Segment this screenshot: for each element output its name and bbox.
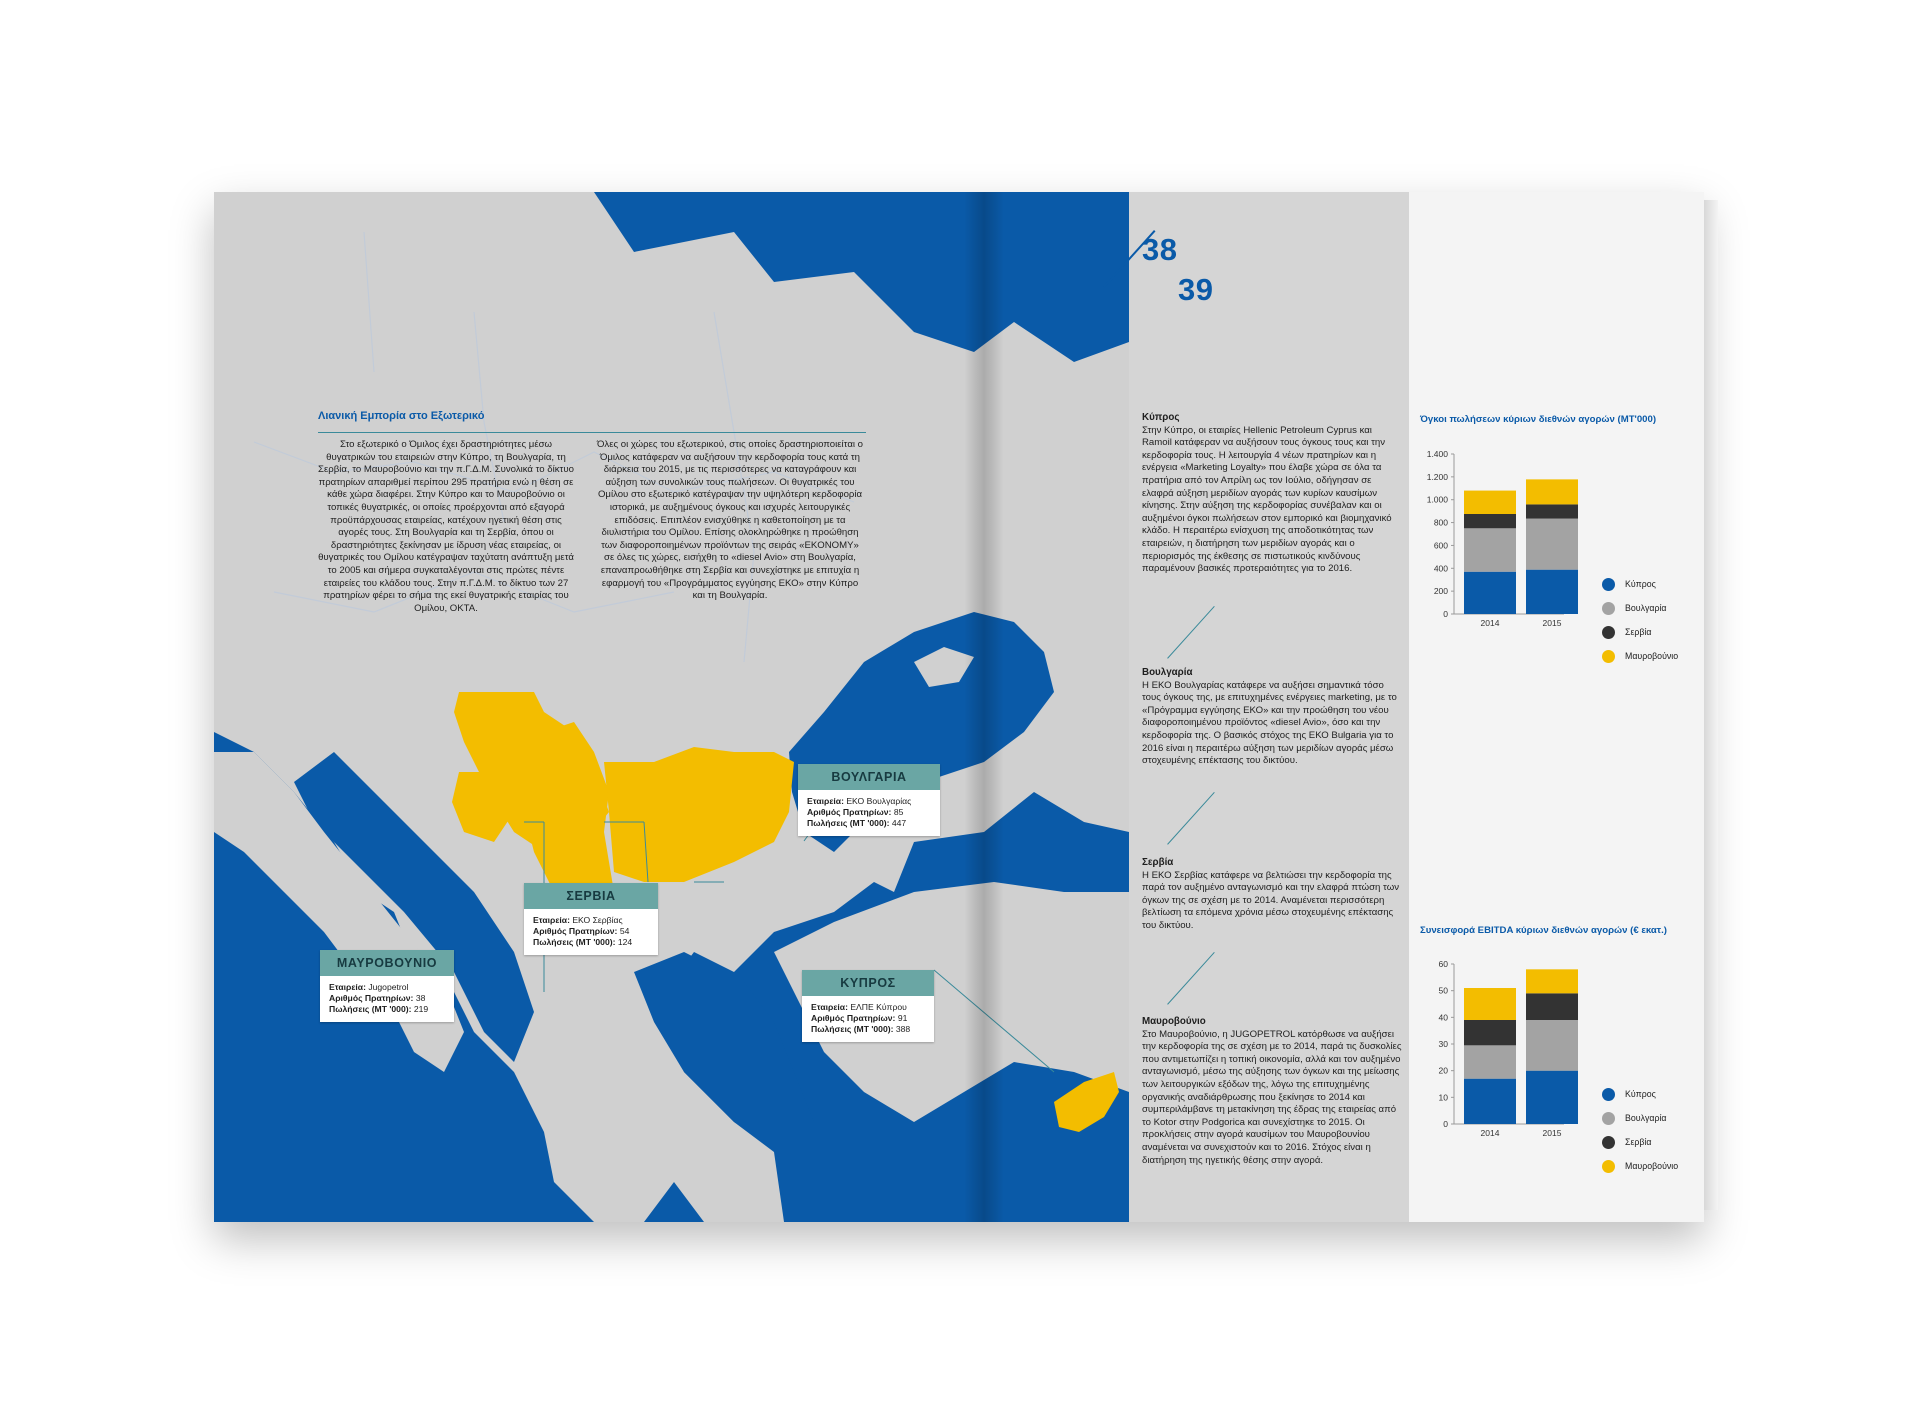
legend-label: Βουλγαρία <box>1625 1113 1667 1123</box>
intro-column-1: Στο εξωτερικό ο Όμιλος έχει δραστηριότητες μέσω θυγατρικών του εταιρειών στην Κύπρο, τη Βουλγαρία, τη Σερβία, το Μαυροβούνιο και την π.Γ.Δ.Μ. Συνολικά το δίκτυο πρατηρίων απαριθμεί περίπου 295 πρατήρια ενώ η θέση σε κάθε χώρα διαφέρει. Στην Κύπρο και το Μαυροβούνιο οι τοπικές θυγατρικές, οι οποίες προέρχονται από εξαγορά προϋπάρχουσας εταιρείας, κατέχουν ηγετική θέση στις αγορές τους. Στη Βουλγαρία και τη Σερβία, όπου οι δραστηριότητες ξεκίνησαν με ίδρυση νέας εταιρείας, οι θυγατρικές του Ομίλου κατέγραψαν ταχύτατη ανάπτυξη μετά το 2005 και σήμερα συγκαταλέγονται στις πρώτες πέντε εταιρείες του κλάδου τους. Στην π.Γ.Δ.Μ. το δίκτυο των 27 πρατηρίων φέρει το σήμα της εκεί θυγατρικής εταιρίας του Ομίλου, ΟΚΤΑ. <box>318 439 574 614</box>
x-tick-label: 2014 <box>1480 1128 1500 1138</box>
legend-label: Κύπρος <box>1625 1089 1656 1099</box>
chart-ebitda-svg <box>1414 952 1614 1172</box>
country-body: Στην Κύπρο, οι εταιρίες Hellenic Petroleum Cyprus και Ramoil κατάφεραν να αυξήσουν τους όγκους τους και την κερδοφορία τους. Η λειτουργία 4 νέων πρατηρίων και η ενέργεια «Marketing Loyalty» που έλαβε χώρα σε όλα τα πρατήρια από τον Απρίλη ως τον Ιούλιο, οδήγησαν σε ελαφρά αύξηση μεριδίων αγοράς των κυρίων καυσίμων κίνησης. Στην αύξηση της κερδοφορίας συνέβαλαν και οι αυξημένοι όγκοι πωλήσεων στον εμπορικό και βιομηχανικό κλάδο. Η περαιτέρω ενίσχυση της αποδοτικότητας των εταιρειών, η διατήρηση των μεριδίων αγοράς και ο περιορισμός της έκθεσης σε πιστωτικούς κινδύνους παραμένουν βασικές προτεραιότητες για το 2016. <box>1142 424 1392 575</box>
legend-swatch <box>1602 650 1615 663</box>
bar-segment <box>1464 988 1516 1020</box>
bar-segment <box>1464 1020 1516 1045</box>
callout-serbia <box>524 883 658 955</box>
bar-segment <box>1464 1045 1516 1078</box>
callout-title: ΒΟΥΛΓΑΡΙΑ <box>798 764 940 790</box>
company-label: Εταιρεία: <box>811 1002 848 1012</box>
chart-title-ebitda: Συνεισφορά EBITDA κύριων διεθνών αγορών (€ εκατ.) <box>1420 925 1667 936</box>
sales-label: Πωλήσεις (ΜΤ '000): <box>807 818 890 828</box>
country-body: Στο Μαυροβούνιο, η JUGOPETROL κατόρθωσε να αυξήσει την κερδοφορία της σε σχέση με το 2014, παρά τις δυσκολίες που αντιμετωπίζει η τοπική οικονομία, αλλά και τον αυξημένο ανταγωνισμό, μέσω της αύξησης των όγκων και της μείωσης των λειτουργικών εξόδων της, λόγω της επιτυχημένης οργανικής αναδιάρθρωσης που ξεκίνησε το 2014 και συμπεριλάμβανε τη μετακίνηση της έδρας της εταιρείας από το Kotor στην Podgorica και συνεχίστηκε το 2015. Οι προκλήσεις στην αγορά καυσίμων του Μαυροβουνίου αναμένεται να συνεχιστούν και το 2016. Στόχος είναι η διατήρηση της ηγετικής θέσης στην αγορά. <box>1142 1028 1402 1166</box>
bar-segment <box>1464 514 1516 528</box>
sales-value: 219 <box>413 1004 429 1014</box>
legend-swatch <box>1602 626 1615 639</box>
company-label: Εταιρεία: <box>533 915 570 925</box>
title-divider <box>318 432 866 433</box>
y-tick-label: 50 <box>1438 985 1448 996</box>
country-heading: Βουλγαρία <box>1142 667 1193 678</box>
y-tick-label: 40 <box>1438 1012 1448 1023</box>
legend-swatch <box>1602 1136 1615 1149</box>
legend-item <box>1602 596 1678 620</box>
y-tick-label: 20 <box>1438 1065 1448 1076</box>
sales-value: 388 <box>895 1024 911 1034</box>
legend-label: Βουλγαρία <box>1625 603 1667 613</box>
stations-label: Αριθμός Πρατηρίων: <box>329 993 414 1003</box>
company-label: Εταιρεία: <box>807 796 844 806</box>
legend-label: Σερβία <box>1625 627 1652 637</box>
intro-column-2: Όλες οι χώρες του εξωτερικού, στις οποίες δραστηριοποιείται ο Όμιλος κατάφεραν να αυξήσουν την κερδοφορία τους κατά τη διάρκεια του 2015, με τις περισσότερες να καταγράφουν και αύξηση των συνολικών τους πωλήσεων. Οι θυγατρικές του Ομίλου στο εξωτερικό κατέγραψαν την υψηλότερη κερδοφορία ιστορικά, με αυξημένους όγκους και ισχυρές λειτουργικές επιδόσεις. Επιπλέον ενισχύθηκε η καθετοποίηση με τα διυλιστήρια του Ομίλου. Επίσης ολοκληρώθηκε η προώθηση των διαφοροποιημένων προϊόντων της σειράς «EKONOMY» σε όλες τις χώρες, εισήχθη το «diesel Avio» στη Βουλγαρία, επαναπροωθήθηκε στη Σερβία και συνεχίστηκε με επιτυχία η εφαρμογή του «Προγράμματος εγγύησης ΕΚΟ» στην Κύπρο και τη Βουλγαρία. <box>596 439 863 602</box>
country-text-bulgaria <box>1142 667 1404 768</box>
legend-swatch <box>1602 1088 1615 1101</box>
bar-segment <box>1464 491 1516 514</box>
stations-value: 54 <box>619 926 630 936</box>
country-heading: Σερβία <box>1142 857 1174 868</box>
legend-swatch <box>1602 1160 1615 1173</box>
bar-segment <box>1464 528 1516 571</box>
x-tick-label: 2014 <box>1480 618 1500 628</box>
bar-segment <box>1526 1071 1578 1124</box>
y-tick-label: 200 <box>1433 586 1448 597</box>
stations-value: 38 <box>415 993 426 1003</box>
company-value: ΕΛΠΕ Κύπρου <box>850 1002 907 1012</box>
bar-segment <box>1464 572 1516 614</box>
country-heading: Μαυροβούνιο <box>1142 1016 1206 1027</box>
y-tick-label: 600 <box>1433 540 1448 551</box>
y-tick-label: 0 <box>1443 609 1448 619</box>
legend-item <box>1602 1106 1678 1130</box>
country-text-cyprus <box>1142 412 1404 576</box>
legend-swatch <box>1602 578 1615 591</box>
callout-title: ΣΕΡΒΙΑ <box>524 883 658 909</box>
legend-item <box>1602 1082 1678 1106</box>
callout-title: ΜΑΥΡΟΒΟΥΝΙΟ <box>320 950 454 976</box>
legend-item <box>1602 1154 1678 1178</box>
company-value: ΕΚΟ Βουλγαρίας <box>846 796 912 806</box>
stations-value: 85 <box>893 807 904 817</box>
legend-label: Σερβία <box>1625 1137 1652 1147</box>
section-title: Λιανική Εμπορία στο Εξωτερικό <box>318 410 485 422</box>
y-tick-label: 60 <box>1438 959 1448 969</box>
legend-label: Μαυροβούνιο <box>1625 651 1679 661</box>
country-body: Η ΕΚΟ Βουλγαρίας κατάφερε να αυξήσει σημαντικά τόσο τους όγκους της, με επιτυχημένες ενέργειες marketing, με το «Πρόγραμμα εγγύησης ΕΚΟ» και την προώθηση του νέου διαφοροποιημένου προϊόντος «diesel Avio», όσο και την κερδοφορία της. Ο βασικός στόχος της ΕΚΟ Bulgaria για το 2016 είναι η περαιτέρω αύξηση των μεριδίων αγοράς μέσω στοχευμένης επέκτασης του δικτύου. <box>1142 679 1397 767</box>
callout-cyprus <box>802 970 934 1042</box>
stations-label: Αριθμός Πρατηρίων: <box>807 807 892 817</box>
bar-segment <box>1526 504 1578 518</box>
page-edge <box>1704 200 1718 1210</box>
brochure-spread <box>214 192 1704 1222</box>
bar-segment <box>1526 993 1578 1020</box>
country-text-serbia <box>1142 857 1404 933</box>
y-tick-label: 10 <box>1438 1092 1448 1103</box>
y-tick-label: 400 <box>1433 563 1448 574</box>
callout-title: ΚΥΠΡΟΣ <box>802 970 934 996</box>
company-value: ΕΚΟ Σερβίας <box>572 915 623 925</box>
bar-segment <box>1464 1079 1516 1124</box>
bar-segment <box>1526 969 1578 993</box>
legend-item <box>1602 1130 1678 1154</box>
legend-ebitda <box>1602 1082 1678 1178</box>
x-tick-label: 2015 <box>1542 1128 1562 1138</box>
sales-value: 124 <box>617 937 633 947</box>
callout-montenegro <box>320 950 454 1022</box>
legend-swatch <box>1602 602 1615 615</box>
sales-label: Πωλήσεις (ΜΤ '000): <box>811 1024 894 1034</box>
bar-segment <box>1526 519 1578 570</box>
chart-title-volumes: Όγκοι πωλήσεων κύριων διεθνών αγορών (ΜΤ'000) <box>1420 414 1657 425</box>
y-tick-label: 1.000 <box>1426 494 1448 505</box>
legend-item <box>1602 572 1678 596</box>
y-tick-label: 800 <box>1433 517 1448 528</box>
legend-label: Μαυροβούνιο <box>1625 1161 1679 1171</box>
bar-segment <box>1526 570 1578 614</box>
chart-volumes-svg <box>1414 442 1614 662</box>
page-number-right: 39 <box>1178 272 1214 307</box>
company-label: Εταιρεία: <box>329 982 366 992</box>
country-heading: Κύπρος <box>1142 412 1180 423</box>
sales-label: Πωλήσεις (ΜΤ '000): <box>329 1004 412 1014</box>
legend-volumes <box>1602 572 1678 668</box>
page-number-left: 38 <box>1142 232 1178 267</box>
legend-swatch <box>1602 1112 1615 1125</box>
company-value: Jugopetrol <box>368 982 409 992</box>
sales-value: 447 <box>891 818 907 828</box>
stations-label: Αριθμός Πρατηρίων: <box>811 1013 896 1023</box>
stations-value: 91 <box>897 1013 908 1023</box>
callout-bulgaria <box>798 764 940 836</box>
bar-segment <box>1526 1020 1578 1071</box>
binding-gutter <box>964 192 1004 1222</box>
legend-label: Κύπρος <box>1625 579 1656 589</box>
legend-item <box>1602 644 1678 668</box>
stations-label: Αριθμός Πρατηρίων: <box>533 926 618 936</box>
legend-item <box>1602 620 1678 644</box>
country-text-montenegro <box>1142 1016 1404 1167</box>
bar-segment <box>1526 479 1578 504</box>
y-tick-label: 0 <box>1443 1119 1448 1129</box>
y-tick-label: 1.200 <box>1426 471 1448 482</box>
x-tick-label: 2015 <box>1542 618 1562 628</box>
y-tick-label: 30 <box>1438 1039 1448 1049</box>
sales-label: Πωλήσεις (ΜΤ '000): <box>533 937 616 947</box>
y-tick-label: 1.400 <box>1426 449 1448 459</box>
country-body: Η ΕΚΟ Σερβίας κατάφερε να βελτιώσει την κερδοφορία της παρά τον αυξημένο ανταγωνισμό και την ελαφρά πτώση των όγκων της σε σχέση με το 2014. Αναμένεται περισσότερη βελτίωση τα επόμενα χρόνια μέσω στοχευμένης επέκτασης του δικτύου. <box>1142 869 1399 931</box>
